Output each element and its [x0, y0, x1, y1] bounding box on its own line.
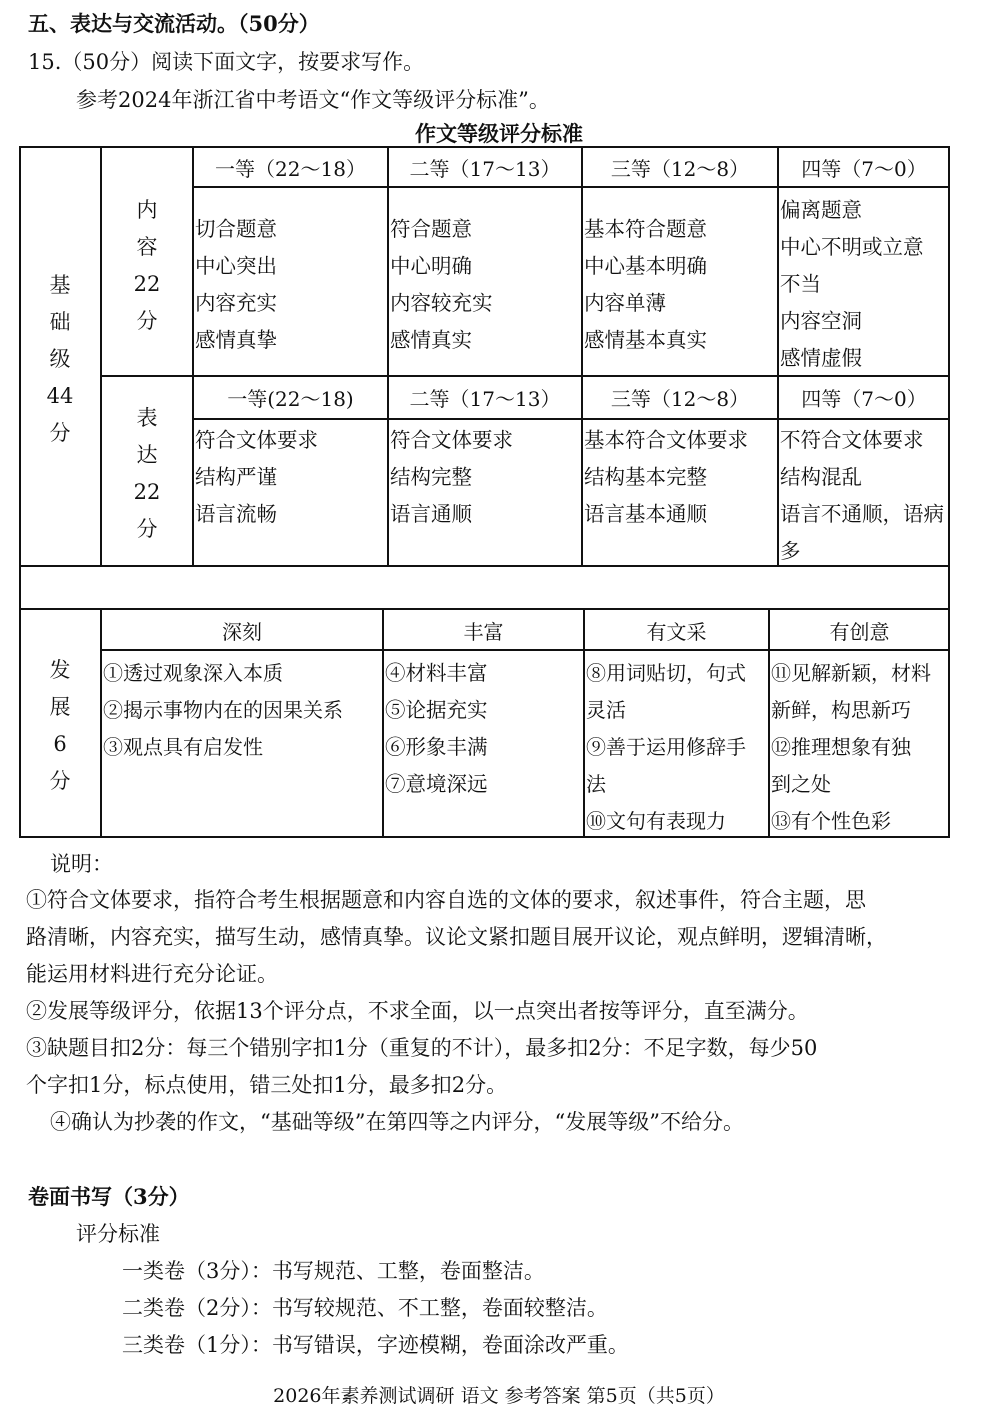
- content-grade-1: 切合题意 中心突出 内容充实 感情真挚: [195, 217, 277, 352]
- notes-line: ②发展等级评分，依据13个评分点，不求全面，以一点突出者按等评分，直至满分。: [26, 999, 809, 1023]
- page-footer: 2026年素养测试调研 语文 参考答案 第5页（共5页）: [273, 1385, 725, 1407]
- table-title: 作文等级评分标准: [415, 121, 583, 146]
- handwriting-item: 三类卷（1分）：书写错误，字迹模糊，卷面涂改严重。: [122, 1333, 629, 1357]
- notes-line: ④确认为抄袭的作文，“基础等级”在第四等之内评分，“发展等级”不给分。: [50, 1110, 744, 1134]
- development-header-1: 深刻: [222, 620, 262, 644]
- development-label: 发 展 6 分: [49, 658, 71, 793]
- development-header-4: 有创意: [829, 620, 890, 644]
- expression-header-3: 三等（12～8）: [610, 387, 750, 411]
- expression-header-1: 一等(22～18): [227, 387, 354, 411]
- content-label: 内 容 22 分: [133, 198, 161, 333]
- content-grade-2: 符合题意 中心明确 内容较充实 感情真实: [390, 217, 493, 352]
- question-text: 15.（50分）阅读下面文字，按要求写作。: [28, 50, 425, 74]
- notes-label: 说明：: [50, 852, 113, 876]
- development-creative: ⑪见解新颖，材料 新鲜，构思新巧 ⑫推理想象有独 到之处 ⑬有个性色彩: [771, 661, 931, 833]
- content-grade-4: 偏离题意 中心不明或立意 不当 内容空洞 感情虚假: [780, 198, 924, 370]
- development-header-2: 丰富: [463, 620, 504, 644]
- handwriting-item: 一类卷（3分）：书写规范、工整，卷面整洁。: [122, 1259, 545, 1283]
- expression-grade-4: 不符合文体要求 结构混乱 语言不通顺，语病 多: [780, 428, 944, 563]
- section-heading: 五、表达与交流活动。（50分）: [28, 11, 320, 36]
- expression-header-4: 四等（7～0）: [801, 387, 927, 411]
- reference-text: 参考2024年浙江省中考语文“作文等级评分标准”。: [76, 88, 550, 112]
- expression-label: 表 达 22 分: [133, 406, 161, 541]
- development-header-3: 有文采: [646, 620, 707, 644]
- content-header-2: 二等（17～13）: [409, 157, 561, 181]
- notes-line: ③缺题目扣2分：每三个错别字扣1分（重复的不计），最多扣2分：不足字数，每少50: [26, 1036, 818, 1060]
- content-header-3: 三等（12～8）: [610, 157, 750, 181]
- expression-grade-3: 基本符合文体要求 结构基本完整 语言基本通顺: [584, 428, 748, 526]
- expression-header-2: 二等（17～13）: [409, 387, 561, 411]
- content-grade-3: 基本符合题意 中心基本明确 内容单薄 感情基本真实: [584, 217, 707, 352]
- expression-grade-1: 符合文体要求 结构严谨 语言流畅: [195, 428, 318, 526]
- handwriting-subheading: 评分标准: [76, 1222, 160, 1246]
- notes-line: 个字扣1分，标点使用，错三处扣1分，最多扣2分。: [26, 1073, 508, 1097]
- content-header-1: 一等（22～18）: [215, 157, 366, 181]
- content-header-4: 四等（7～0）: [801, 157, 927, 181]
- handwriting-heading: 卷面书写（3分）: [28, 1184, 190, 1209]
- expression-grade-2: 符合文体要求 结构完整 语言通顺: [390, 428, 513, 526]
- notes-line: 能运用材料进行充分论证。: [26, 962, 278, 986]
- blank-row: [19, 566, 950, 609]
- handwriting-item: 二类卷（2分）：书写较规范、不工整，卷面较整洁。: [122, 1296, 608, 1320]
- development-rich: ④材料丰富 ⑤论据充实 ⑥形象丰满 ⑦意境深远: [385, 661, 488, 796]
- development-literary: ⑧用词贴切，句式 灵活 ⑨善于运用修辞手 法 ⑩文句有表现力: [586, 661, 746, 833]
- development-profound: ①透过观象深入本质 ②揭示事物内在的因果关系 ③观点具有启发性: [103, 661, 343, 759]
- notes-line: 路清晰，内容充实，描写生动，感情真挚。议论文紧扣题目展开议论，观点鲜明，逻辑清晰，: [26, 925, 887, 949]
- notes-line: ①符合文体要求，指符合考生根据题意和内容自选的文体的要求，叙述事件，符合主题，思: [26, 888, 866, 912]
- basic-level-label: 基 础 级 44 分: [46, 273, 74, 445]
